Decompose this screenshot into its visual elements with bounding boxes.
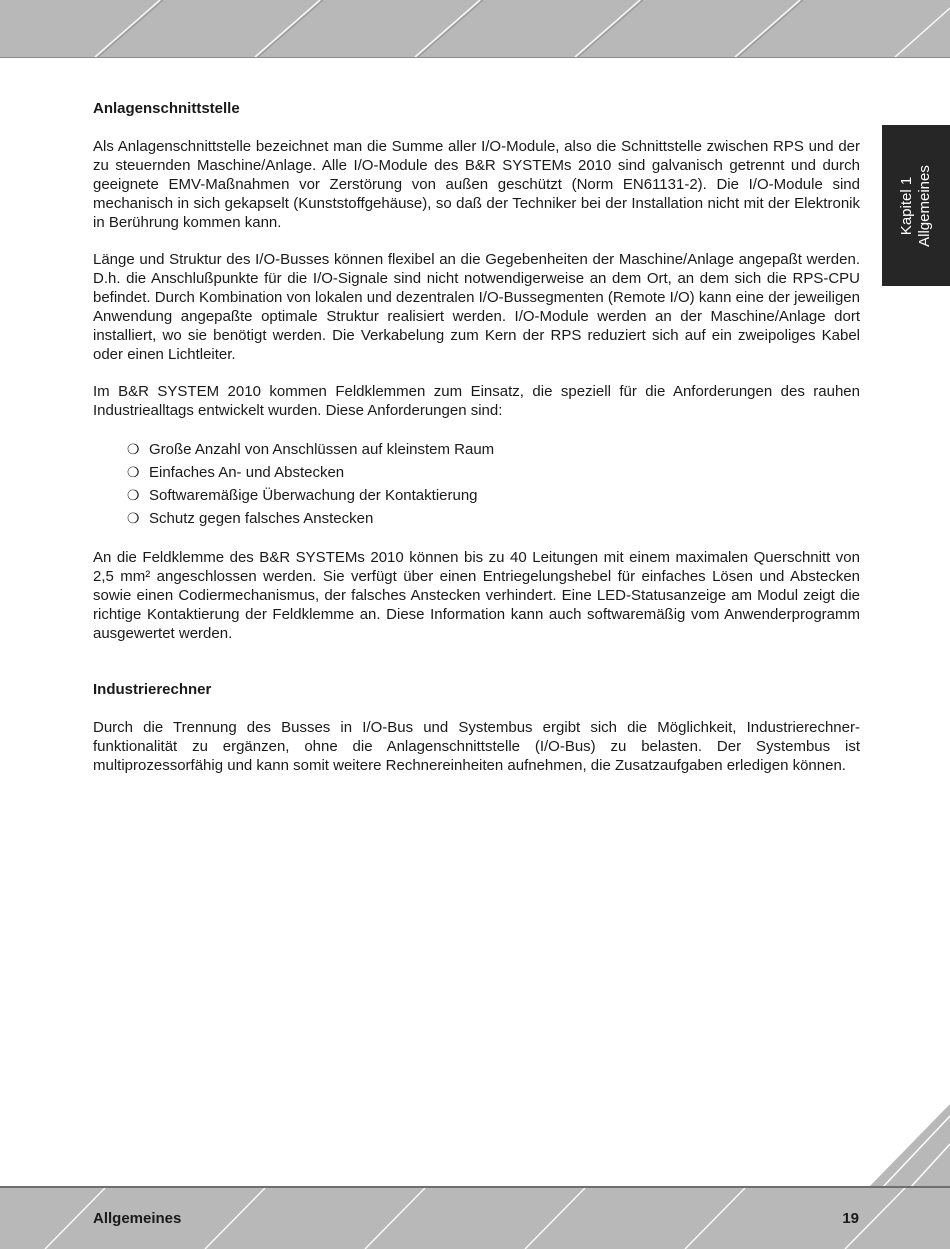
- circle-bullet-icon: ❍: [127, 464, 140, 480]
- paragraph: Als Anlagenschnittstelle bezeichnet man die Summe aller I/O-Module, also die Schnittstelle zwischen RPS und der zu steuernden Maschine/Anlage. Alle I/O-Module des B&R SYSTEMs 2010 sind galvanisch getrennt und durch geeignete EMV-Maßnahmen vor Zerstörung von außen geschützt (Norm EN61131-2). Die I/O-Module sind mechanisch in sich gekapselt (Kunststoffgehäuse), so daß der Techniker bei der Installation nicht mit der Elektronik in Berührung kommen kann.: [93, 138, 860, 231]
- page-content: [93, 99, 860, 793]
- list-item-text: Einfaches An- und Abstecken: [149, 464, 345, 481]
- requirements-list: [93, 438, 860, 530]
- circle-bullet-icon: ❍: [127, 441, 140, 457]
- section-heading-anlagenschnittstelle: Anlagenschnittstelle: [93, 100, 240, 117]
- header-band: [0, 0, 950, 58]
- corner-stripe-decoration: [860, 1104, 950, 1188]
- list-item-text: Softwaremäßige Überwachung der Kontaktierung: [149, 487, 478, 504]
- list-item: [127, 484, 860, 507]
- chapter-side-tab: [882, 125, 950, 286]
- circle-bullet-icon: ❍: [127, 487, 140, 503]
- paragraph: An die Feldklemme des B&R SYSTEMs 2010 können bis zu 40 Leitungen mit einem maximalen Querschnitt von 2,5 mm² angeschlossen werden. Sie verfügt über einen Entriegelungshebel für einfaches Lösen und Abstecken sowie einen Codiermechanismus, der falsches Anstecken verhindert. Eine LED-Statusanzeige am Modul zeigt die richtige Kontaktierung der Feldklemme an. Diese Information kann auch softwaremäßig vom Anwenderprogramm ausgewertet werden.: [93, 549, 860, 642]
- list-item-text: Schutz gegen falsches Anstecken: [149, 510, 374, 527]
- list-item-text: Große Anzahl von Anschlüssen auf kleinstem Raum: [149, 441, 495, 458]
- chapter-label: Kapitel 1: [898, 176, 915, 235]
- list-item: [127, 461, 860, 484]
- footer-title: Allgemeines: [93, 1210, 182, 1227]
- page-number: 19: [842, 1210, 859, 1227]
- circle-bullet-icon: ❍: [127, 510, 140, 526]
- chapter-topic: Allgemeines: [916, 164, 933, 247]
- paragraph: Durch die Trennung des Busses in I/O-Bus und Systembus ergibt sich die Möglichkeit, Industrierechner-funktionalität zu ergänzen, ohne die Anlagenschnittstelle (I/O-Bus) zu belasten. Der Systembus ist multiprozessorfähig und kann somit weitere Rechnereinheiten aufnehmen, die Zusatzaufgaben erledigen können.: [93, 719, 860, 774]
- list-item: [127, 507, 860, 530]
- header-diagonal-stripes: [0, 0, 950, 57]
- list-item: [127, 438, 860, 461]
- paragraph: Im B&R SYSTEM 2010 kommen Feldklemmen zum Einsatz, die speziell für die Anforderungen des rauhen Industriealltags entwickelt wurden. Diese Anforderungen sind:: [93, 383, 860, 419]
- paragraph: Länge und Struktur des I/O-Busses können flexibel an die Gegebenheiten der Maschine/Anlage angepaßt werden. D.h. die Anschlußpunkte für die I/O-Signale sind nicht notwendigerweise an dem Ort, an dem sich die RPS-CPU befindet. Durch Kombination von lokalen und dezentralen I/O-Bussegmenten (Remote I/O) kann eine der jeweiligen Anwendung angepaßte optimale Struktur realisiert werden. I/O-Module werden an der Maschine/Anlage dort installiert, wo sie benötigt werden. Die Verkabelung zum Kern der RPS reduziert sich auf ein zweipoliges Kabel oder einen Lichtleiter.: [93, 251, 860, 363]
- section-heading-industrierechner: Industrierechner: [93, 681, 212, 698]
